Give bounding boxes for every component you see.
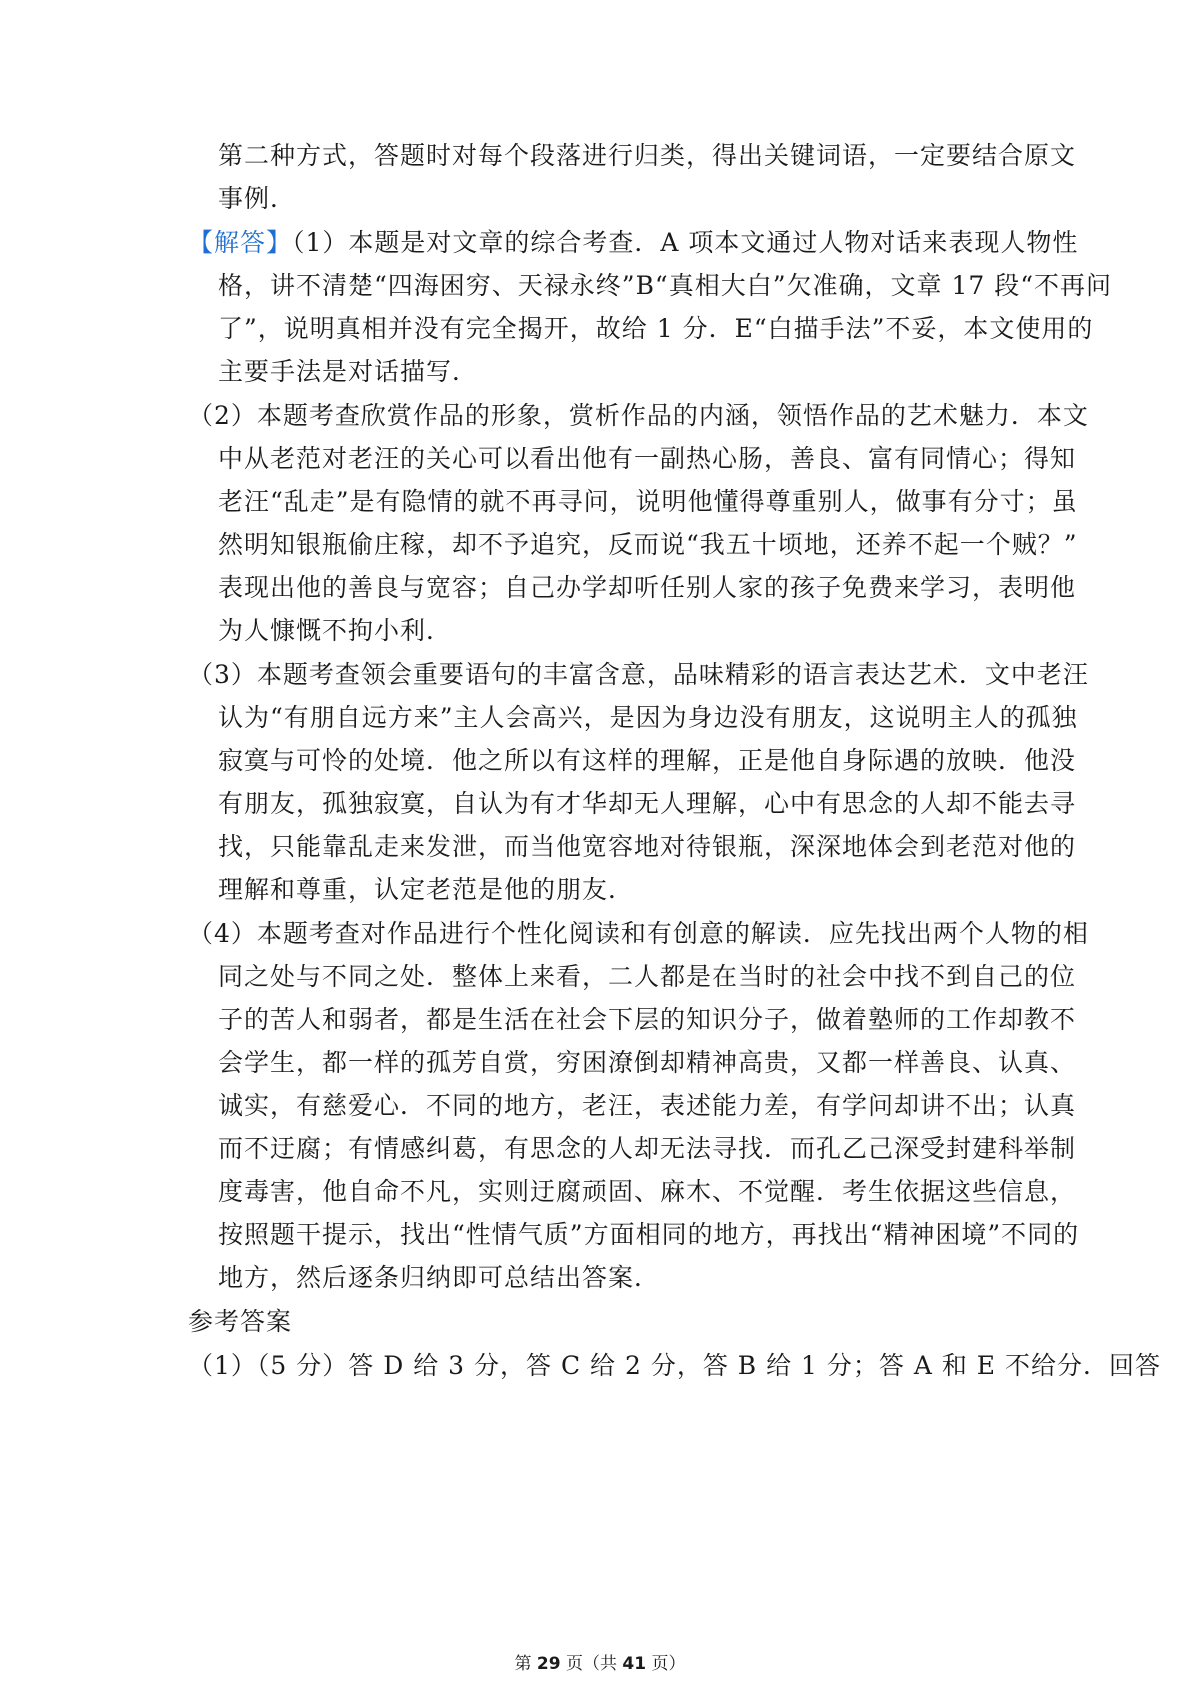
answer-line: 了”，说明真相并没有完全揭开，故给 1 分．E“白描手法”不妥，本文使用的: [218, 314, 1094, 343]
footer-page-number: 29: [536, 1654, 561, 1674]
footer-prefix: 第: [514, 1654, 532, 1674]
item2-line: （2）本题考查欣赏作品的形象，赏析作品的内涵，领悟作品的艺术魅力．本文: [188, 401, 1089, 430]
item2-line: 然明知银瓶偷庄稼，却不予追究，反而说“我五十顷地，还养不起一个贼？”: [218, 530, 1078, 559]
item3-line: 找，只能靠乱走来发泄，而当他宽容地对待银瓶，深深地体会到老范对他的: [218, 832, 1077, 861]
intro-line: 事例．: [218, 184, 297, 213]
item2-line: 中从老范对老汪的关心可以看出他有一副热心肠，善良、富有同情心；得知: [218, 444, 1077, 473]
item2-line: 表现出他的善良与宽容；自己办学却听任别人家的孩子免费来学习，表明他: [218, 573, 1077, 602]
item4-line: 地方，然后逐条归纳即可总结出答案．: [218, 1263, 661, 1292]
item4-line: （4）本题考查对作品进行个性化阅读和有创意的解读．应先找出两个人物的相: [188, 919, 1089, 948]
item4-line: 度毒害，他自命不凡，实则迂腐顽固、麻木、不觉醒．考生依据这些信息，: [218, 1177, 1077, 1206]
item3-line: 有朋友，孤独寂寞，自认为有才华却无人理解，心中有思念的人却不能去寻: [218, 789, 1077, 818]
item4-line: 同之处与不同之处．整体上来看，二人都是在当时的社会中找不到自己的位: [218, 962, 1077, 991]
item4-line: 子的苦人和弱者，都是生活在社会下层的知识分子，做着塾师的工作却教不: [218, 1005, 1077, 1034]
reference-line: （1）（5 分）答 D 给 3 分，答 C 给 2 分，答 B 给 1 分；答 A 和 E 不给分．回答: [188, 1351, 1161, 1380]
item3-line: 寂寞与可怜的处境．他之所以有这样的理解，正是他自身际遇的放映．他没: [218, 746, 1077, 775]
item3-line: 认为“有朋自远方来”主人会高兴，是因为身边没有朋友，这说明主人的孤独: [218, 703, 1078, 732]
footer-total-pages: 41: [622, 1654, 647, 1674]
answer-line: 主要手法是对话描写．: [218, 357, 479, 386]
answer-line: 格，讲不清楚“四海困穷、天禄永终”B“真相大白”欠准确，文章 17 段“不再问: [218, 271, 1112, 300]
item2-line: 为人慷慨不拘小利．: [218, 616, 453, 645]
item3-line: 理解和尊重，认定老范是他的朋友．: [218, 875, 635, 904]
item3-line: （3）本题考查领会重要语句的丰富含意，品味精彩的语言表达艺术．文中老汪: [188, 660, 1089, 689]
intro-line: 第二种方式，答题时对每个段落进行归类，得出关键词语，一定要结合原文: [218, 141, 1077, 170]
answer-item1-start: （1）本题是对文章的综合考查．A 项本文通过人物对话来表现人物性: [292, 228, 1079, 257]
footer-suffix: 页）: [651, 1654, 686, 1674]
reference-heading: 参考答案: [188, 1307, 293, 1336]
item4-line: 会学生，都一样的孤芳自赏，穷困潦倒却精神高贵，又都一样善良、认真、: [218, 1048, 1077, 1077]
footer-middle: 页（共: [566, 1654, 617, 1674]
item4-line: 而不迂腐；有情感纠葛，有思念的人却无法寻找．而孔乙己深受封建科举制: [218, 1134, 1077, 1163]
item4-line: 按照题干提示，找出“性情气质”方面相同的地方，再找出“精神困境”不同的: [218, 1220, 1080, 1249]
item4-line: 诚实，有慈爱心．不同的地方，老汪，表述能力差，有学问却讲不出；认真: [218, 1091, 1077, 1120]
answer-tag: 【解答】: [188, 228, 293, 257]
item2-line: 老汪“乱走”是有隐情的就不再寻问，说明他懂得尊重别人，做事有分寸；虽: [218, 487, 1078, 516]
page-footer: [0, 1652, 1200, 1676]
answer-first-line: [188, 225, 1078, 261]
